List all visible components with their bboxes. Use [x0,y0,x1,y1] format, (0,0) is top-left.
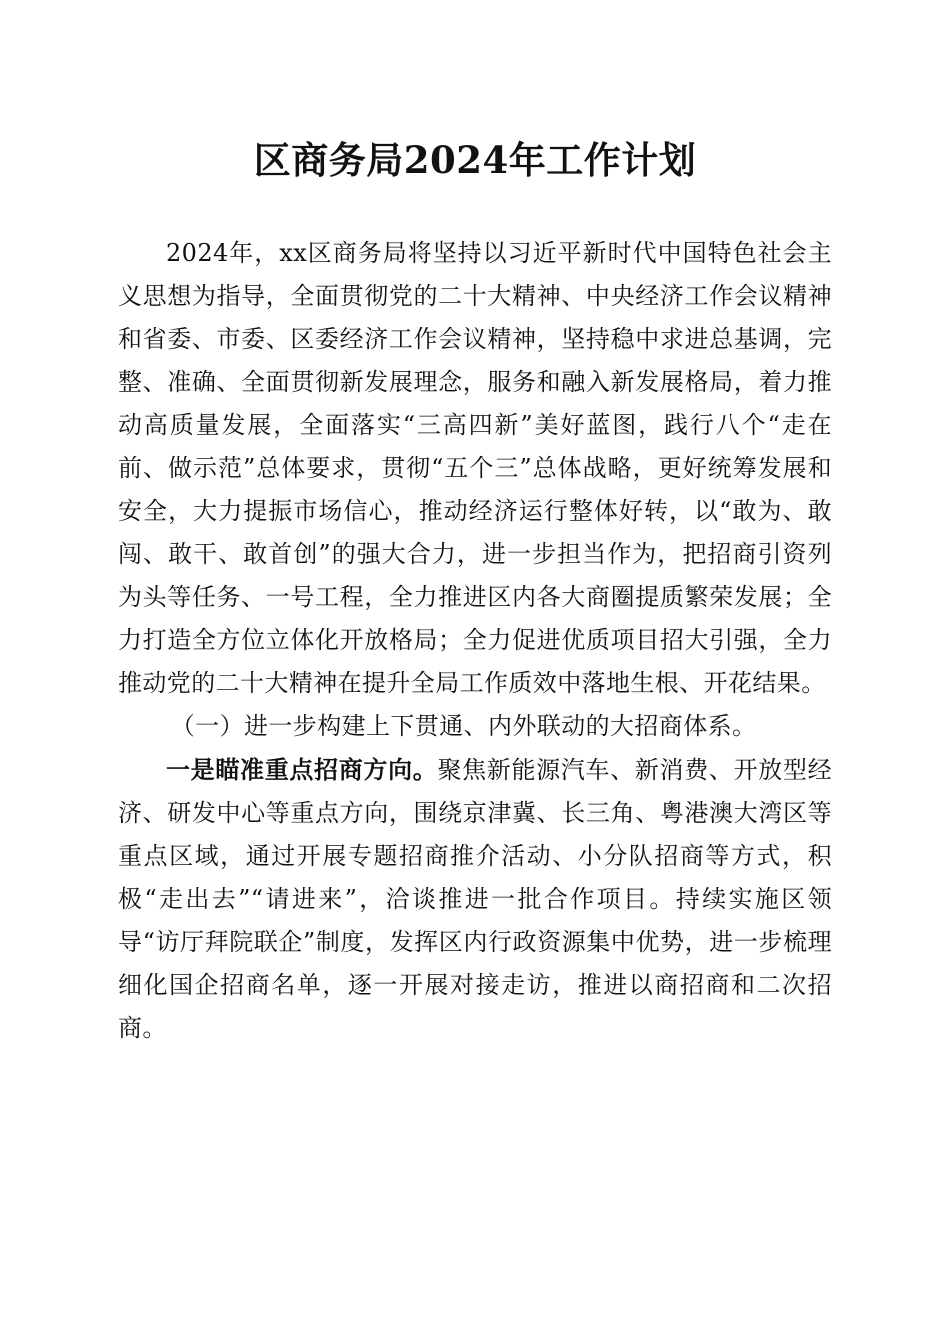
section-item-paragraph [118,748,832,1050]
item-lead-text: 一是瞄准重点招商方向。 [166,755,438,784]
document-body [118,232,832,1050]
section-heading: （一）进一步构建上下贯通、内外联动的大招商体系。 [170,712,757,740]
intro-paragraph: 2024年，xx区商务局将坚持以习近平新时代中国特色社会主义思想为指导，全面贯彻党的二十大精神、中央经济工作会议精神和省委、市委、区委经济工作会议精神，坚持稳中求进总基调，完整、准确、全面贯彻新发展理念，服务和融入新发展格局，着力推动高质量发展，全面落实“三高四新”美好蓝图，践行八个“走在前、做示范”总体要求，贯彻“五个三”总体战略，更好统筹发展和安全，大力提振市场信心，推动经济运行整体好转，以“敢为、敢闯、敢干、敢首创”的强大合力，进一步担当作为，把招商引资列为头等任务、一号工程，全力推进区内各大商圈提质繁荣发展；全力打造全方位立体化开放格局；全力促进优质项目招大引强，全力推动党的二十大精神在提升全局工作质效中落地生根、开花结果。 [118,239,832,697]
document-title: 区商务局2024年工作计划 [253,138,697,182]
item-body-text: 聚焦新能源汽车、新消费、开放型经济、研发中心等重点方向，围绕京津冀、长三角、粤港澳大湾区等重点区域，通过开展专题招商推介活动、小分队招商等方式，积极“走出去”“请进来”，洽谈推进一批合作项目。持续实施区领导“访厅拜院联企”制度，发挥区内行政资源集中优势，进一步梳理细化国企招商名单，逐一开展对接走访，推进以商招商和二次招商。 [118,756,832,1042]
